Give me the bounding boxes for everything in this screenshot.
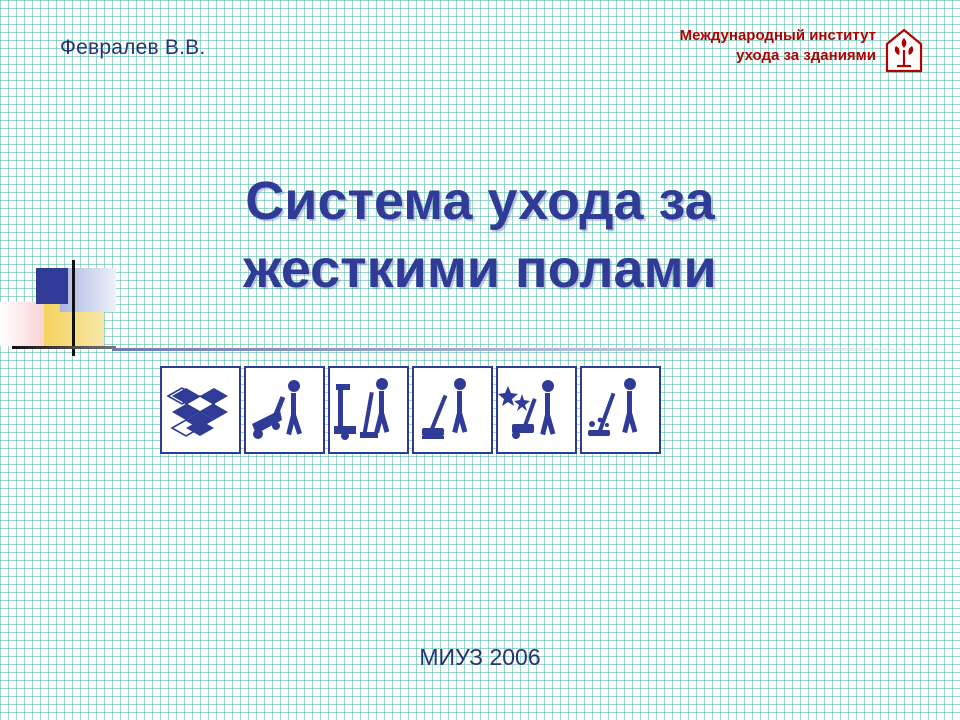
- organization-line-2: ухода за зданиями: [736, 47, 876, 65]
- organization-line-1: Международный институт: [679, 27, 876, 44]
- house-logo-icon: [884, 26, 924, 74]
- cross-bar-horizontal: [12, 346, 116, 349]
- title-divider: [112, 348, 952, 351]
- scrubber-dryer-icon: [244, 366, 325, 454]
- light-blue-square: [60, 268, 116, 312]
- mopping-icon: [580, 366, 661, 454]
- title-line-2: жесткими полами: [243, 238, 717, 299]
- page-title: [120, 168, 840, 303]
- footer-text: МИУЗ 2006: [419, 644, 541, 670]
- author-name: Февралев В.В.: [60, 36, 206, 59]
- title-line-1: Система ухода за: [245, 171, 715, 231]
- organization-header: [680, 26, 924, 74]
- floor-polisher-icon: [412, 366, 493, 454]
- organization-text: [680, 26, 876, 67]
- single-disc-machine-icon: [328, 366, 409, 454]
- blue-square: [36, 268, 68, 304]
- checkered-floor-icon: [160, 366, 241, 454]
- spray-cleaning-icon: [496, 366, 577, 454]
- cross-bar-vertical: [72, 260, 75, 356]
- pictogram-strip: [160, 366, 661, 454]
